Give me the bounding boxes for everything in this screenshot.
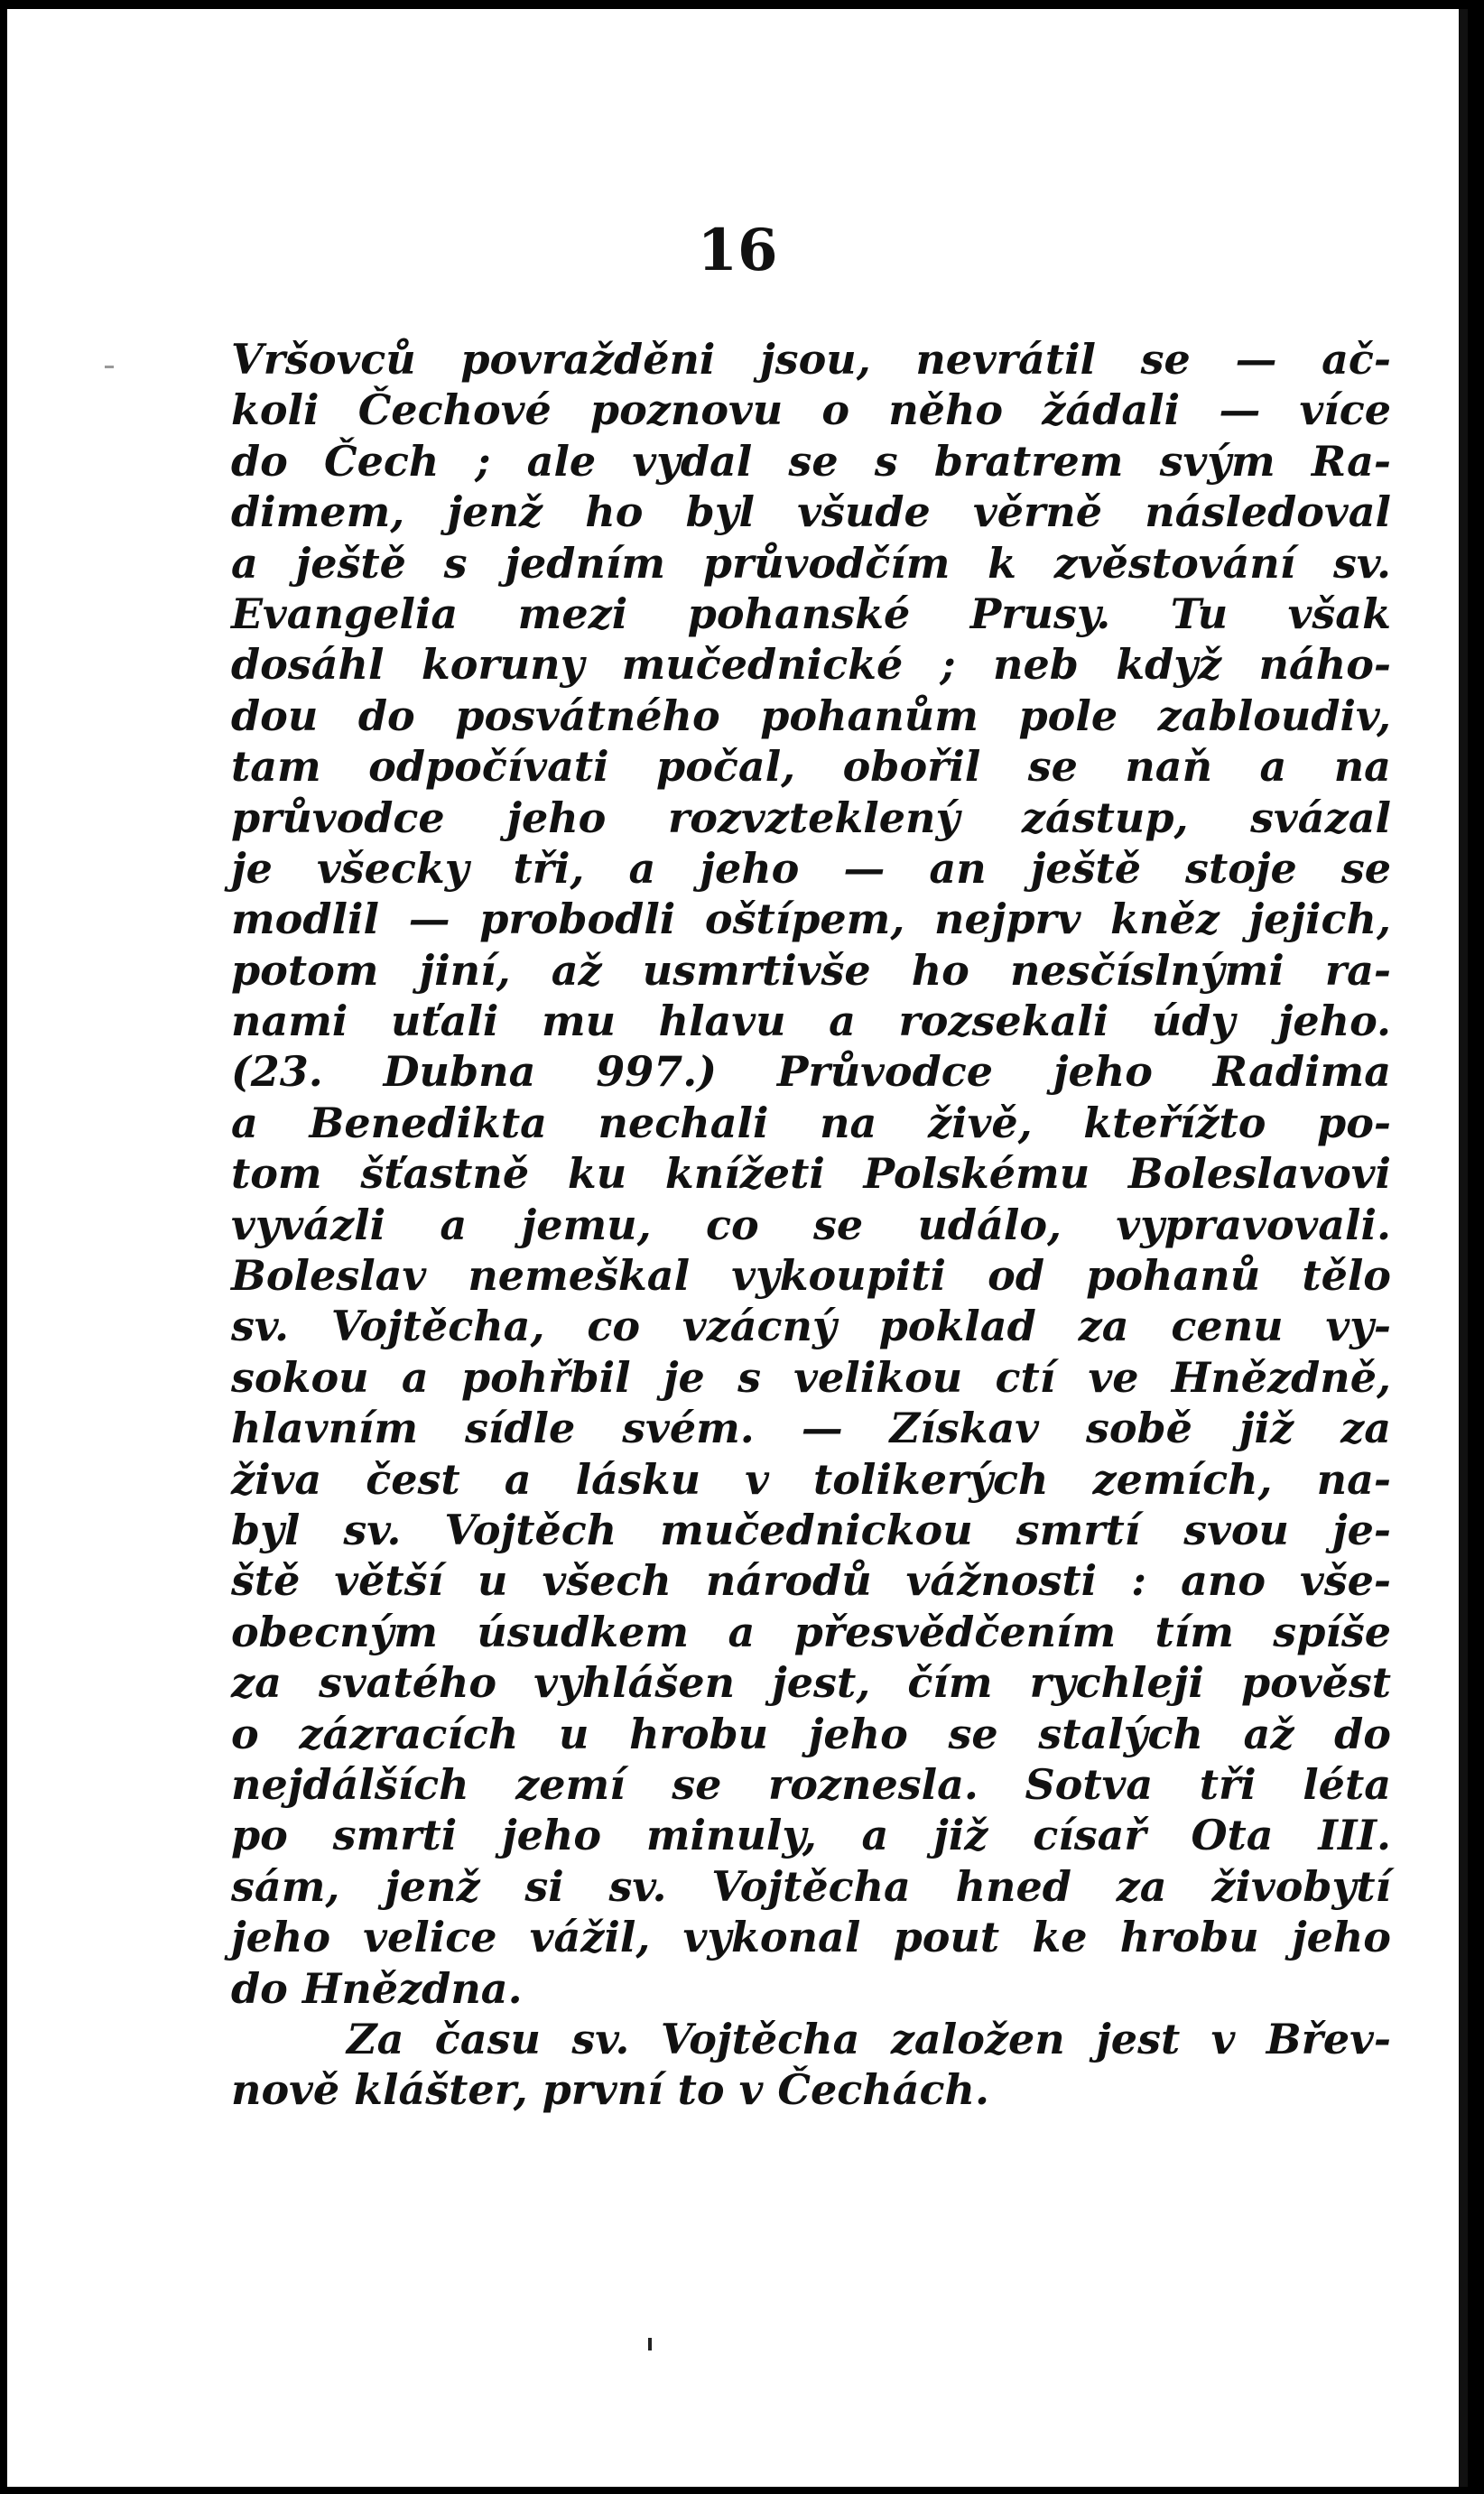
- text-line: nově klášter, první to v Čechách.: [231, 2065, 989, 2115]
- paragraph-2: [231, 2014, 1391, 2116]
- text-line: a Benedikta nechali na živě, kteřížto po-: [231, 1098, 1391, 1147]
- text-line: Vršovců povražděni jsou, nevrátil se — ač-: [231, 335, 1391, 384]
- text-line: ště větší u všech národů vážnosti : ano vše-: [231, 1556, 1391, 1606]
- text-line: (23. Dubna 997.) Průvodce jeho Radima: [231, 1047, 1391, 1097]
- text-line: sokou a pohřbil je s velikou ctí ve Hnězdně,: [231, 1352, 1391, 1402]
- text-line: hlavním sídle svém. — Získav sobě již za: [231, 1404, 1391, 1453]
- body-text: [231, 334, 1391, 2116]
- text-line: jeho velice vážil, vykonal pout ke hrobu jeho: [231, 1913, 1391, 1962]
- text-line: o zázracích u hrobu jeho se stalých až do: [231, 1709, 1391, 1758]
- page-number: 16: [697, 217, 778, 284]
- text-line: po smrti jeho minuly, a již císař Ota III.: [231, 1811, 1391, 1860]
- text-line: do Čech ; ale vydal se s bratrem svým Ra-: [231, 436, 1391, 486]
- text-line: do Hnězdna.: [231, 1963, 523, 2013]
- text-line: živa čest a lásku v tolikerých zemích, na-: [231, 1454, 1391, 1504]
- text-line: nami uťali mu hlavu a rozsekali údy jeho.: [231, 997, 1391, 1046]
- text-line: byl sv. Vojtěch mučednickou smrtí svou je-: [231, 1505, 1391, 1554]
- text-line: potom jiní, až usmrtivše ho nesčíslnými ra-: [231, 945, 1391, 995]
- scan-speck: [648, 2338, 652, 2350]
- text-line: nejdálších zemí se roznesla. Sotva tři léta: [231, 1759, 1391, 1809]
- text-line: tam odpočívati počal, obořil se naň a na: [231, 742, 1391, 792]
- text-line: sám, jenž si sv. Vojtěcha hned za živobytí: [231, 1861, 1391, 1911]
- text-line: dimem, jenž ho byl všude věrně následoval: [231, 487, 1391, 537]
- text-line: sv. Vojtěcha, co vzácný poklad za cenu vy-: [231, 1302, 1391, 1351]
- text-line: modlil — probodli oštípem, nejprv kněz jejich,: [231, 895, 1391, 944]
- text-line: Za času sv. Vojtěcha založen jest v Břev-: [347, 2014, 1391, 2063]
- text-line: dosáhl koruny mučednické ; neb když náho-: [231, 640, 1391, 690]
- paragraph-1: [231, 334, 1391, 2014]
- page-edge-shadow: [1459, 9, 1468, 2487]
- text-line: koli Čechové poznovu o něho žádali — více: [231, 385, 1391, 435]
- text-line: obecným úsudkem a přesvědčením tím spíše: [231, 1607, 1391, 1656]
- book-page: [7, 9, 1468, 2487]
- text-line: Evangelia mezi pohanské Prusy. Tu však: [231, 589, 1391, 638]
- scan-speck: [105, 366, 114, 368]
- text-line: a ještě s jedním průvodčím k zvěstování sv.: [231, 538, 1391, 588]
- text-line: tom šťastně ku knížeti Polskému Boleslavovi: [231, 1149, 1391, 1199]
- text-line: průvodce jeho rozvzteklený zástup, svázal: [231, 793, 1391, 842]
- text-line: je všecky tři, a jeho — an ještě stoje se: [231, 843, 1391, 893]
- text-line: za svatého vyhlášen jest, čím rychleji pověst: [231, 1658, 1391, 1708]
- text-line: vyvázli a jemu, co se událo, vypravovali.: [231, 1200, 1391, 1249]
- text-line: Boleslav nemeškal vykoupiti od pohanů tělo: [231, 1251, 1391, 1301]
- text-line: dou do posvátného pohanům pole zabloudiv,: [231, 691, 1391, 740]
